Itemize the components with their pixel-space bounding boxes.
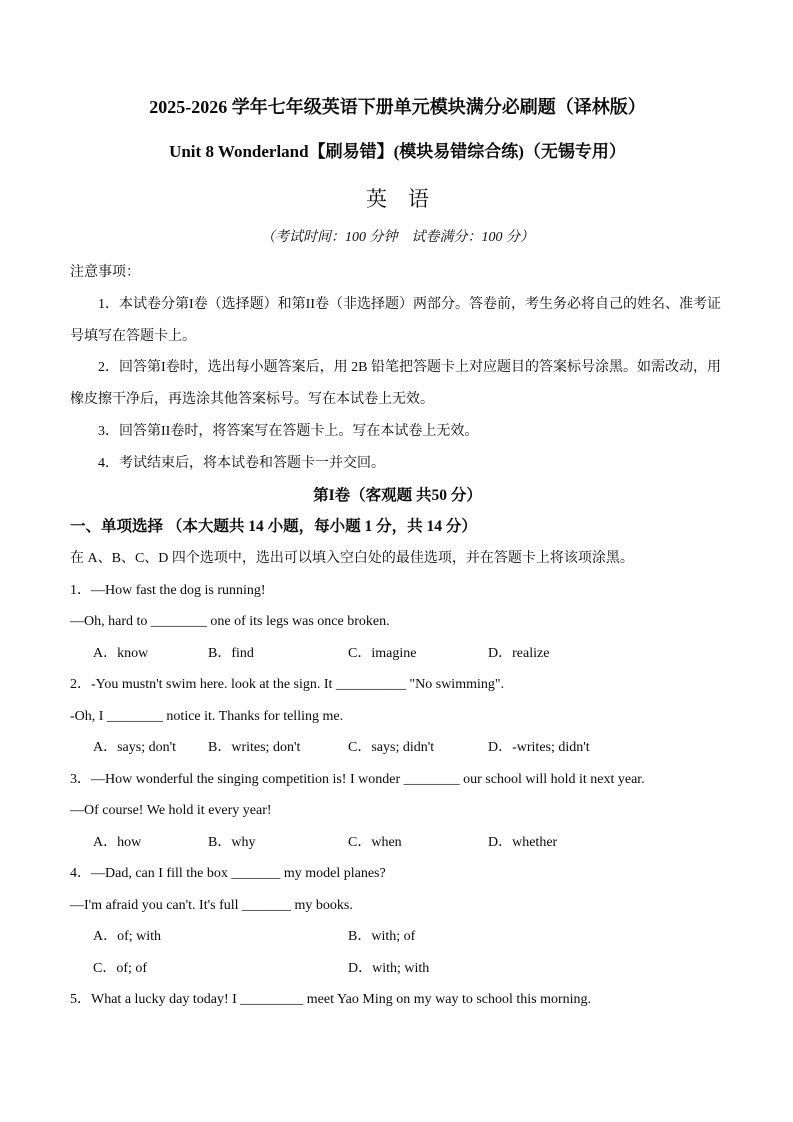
- question-4-option-b: B．with; of: [348, 929, 416, 945]
- notice-line-2: 2．回答第I卷时，选出每小题答案后，用 2B 铅笔把答题卡上对应题目的答案标号涂黑。如需改动，用: [98, 360, 721, 376]
- question-3-option-a: A．how: [93, 834, 142, 850]
- question-4-stem: 4．—Dad, can I fill the box _______ my model planes?: [70, 866, 386, 882]
- question-1-option-d: D．realize: [488, 645, 550, 661]
- notice-heading: 注意事项：: [70, 265, 140, 280]
- question-2-option-c: C．says; didn't: [348, 740, 435, 756]
- question-1-stem: 1．—How fast the dog is running!: [70, 582, 266, 598]
- question-2-options: [70, 732, 725, 764]
- exam-time-score-info: （考试时间：100 分钟 试卷满分：100 分）: [261, 230, 534, 245]
- question-1-reply: —Oh, hard to ________ one of its legs was once broken.: [70, 614, 390, 630]
- question-3-stem: 3．—How wonderful the singing competition is! I wonder ________ our school will hold it next year.: [70, 771, 645, 787]
- question-1-option-c: C．imagine: [348, 645, 417, 661]
- document-title: 2025-2026 学年七年级英语下册单元模块满分必刷题（译林版）: [149, 97, 646, 117]
- question-5-stem: 5．What a lucky day today! I _________ meet Yao Ming on my way to school this morning.: [70, 992, 592, 1008]
- question-3-option-d: D．whether: [488, 834, 558, 850]
- question-2-option-b: B．writes; don't: [208, 740, 301, 756]
- section1-heading: 一、单项选择 （本大题共 14 小题，每小题 1 分，共 14 分）: [70, 518, 477, 536]
- part1-heading: 第I卷（客观题 共50 分）: [313, 486, 482, 504]
- question-1-option-a: A．know: [93, 645, 149, 661]
- notice-line-1: 1．本试卷分第I卷（选择题）和第II卷（非选择题）两部分。答卷前，考生务必将自己的姓名、准考证: [98, 296, 721, 312]
- question-1-option-b: B．find: [208, 645, 254, 661]
- question-2-option-a: A．says; don't: [93, 740, 177, 756]
- question-4-option-c: C．of; of: [93, 960, 148, 976]
- question-4-option-a: A．of; with: [93, 929, 162, 945]
- question-2-reply: -Oh, I ________ notice it. Thanks for telling me.: [70, 708, 344, 724]
- subject-title: 英 语: [366, 187, 429, 211]
- notice-line-1-cont: 号填写在答题卡上。: [70, 328, 196, 344]
- question-4-reply: —I'm afraid you can't. It's full _______ my books.: [70, 897, 353, 913]
- notice-line-3: 3．回答第II卷时，将答案写在答题卡上。写在本试卷上无效。: [98, 423, 479, 439]
- notice-line-2-cont: 橡皮擦干净后，再选涂其他答案标号。写在本试卷上无效。: [70, 392, 434, 408]
- question-3-reply: —Of course! We hold it every year!: [70, 803, 272, 819]
- question-4-options-row-2: [70, 953, 725, 985]
- question-4-options-row-1: [70, 921, 725, 953]
- question-3-option-b: B．why: [208, 834, 256, 850]
- section1-instructions: 在 A、B、C、D 四个选项中，选出可以填入空白处的最佳选项，并在答题卡上将该项涂黑。: [70, 551, 634, 567]
- question-4-option-d: D．with; with: [348, 960, 430, 976]
- notice-line-4: 4．考试结束后，将本试卷和答题卡一并交回。: [98, 455, 385, 471]
- question-2-option-d: D．-writes; didn't: [488, 740, 590, 756]
- question-3-option-c: C．when: [348, 834, 402, 850]
- question-3-options: [70, 827, 725, 859]
- document-subtitle: Unit 8 Wonderland【刷易错】(模块易错综合练)（无锡专用）: [169, 142, 626, 161]
- question-2-stem: 2．-You mustn't swim here. look at the sign. It __________ "No swimming".: [70, 677, 505, 693]
- question-1-options: [70, 638, 725, 670]
